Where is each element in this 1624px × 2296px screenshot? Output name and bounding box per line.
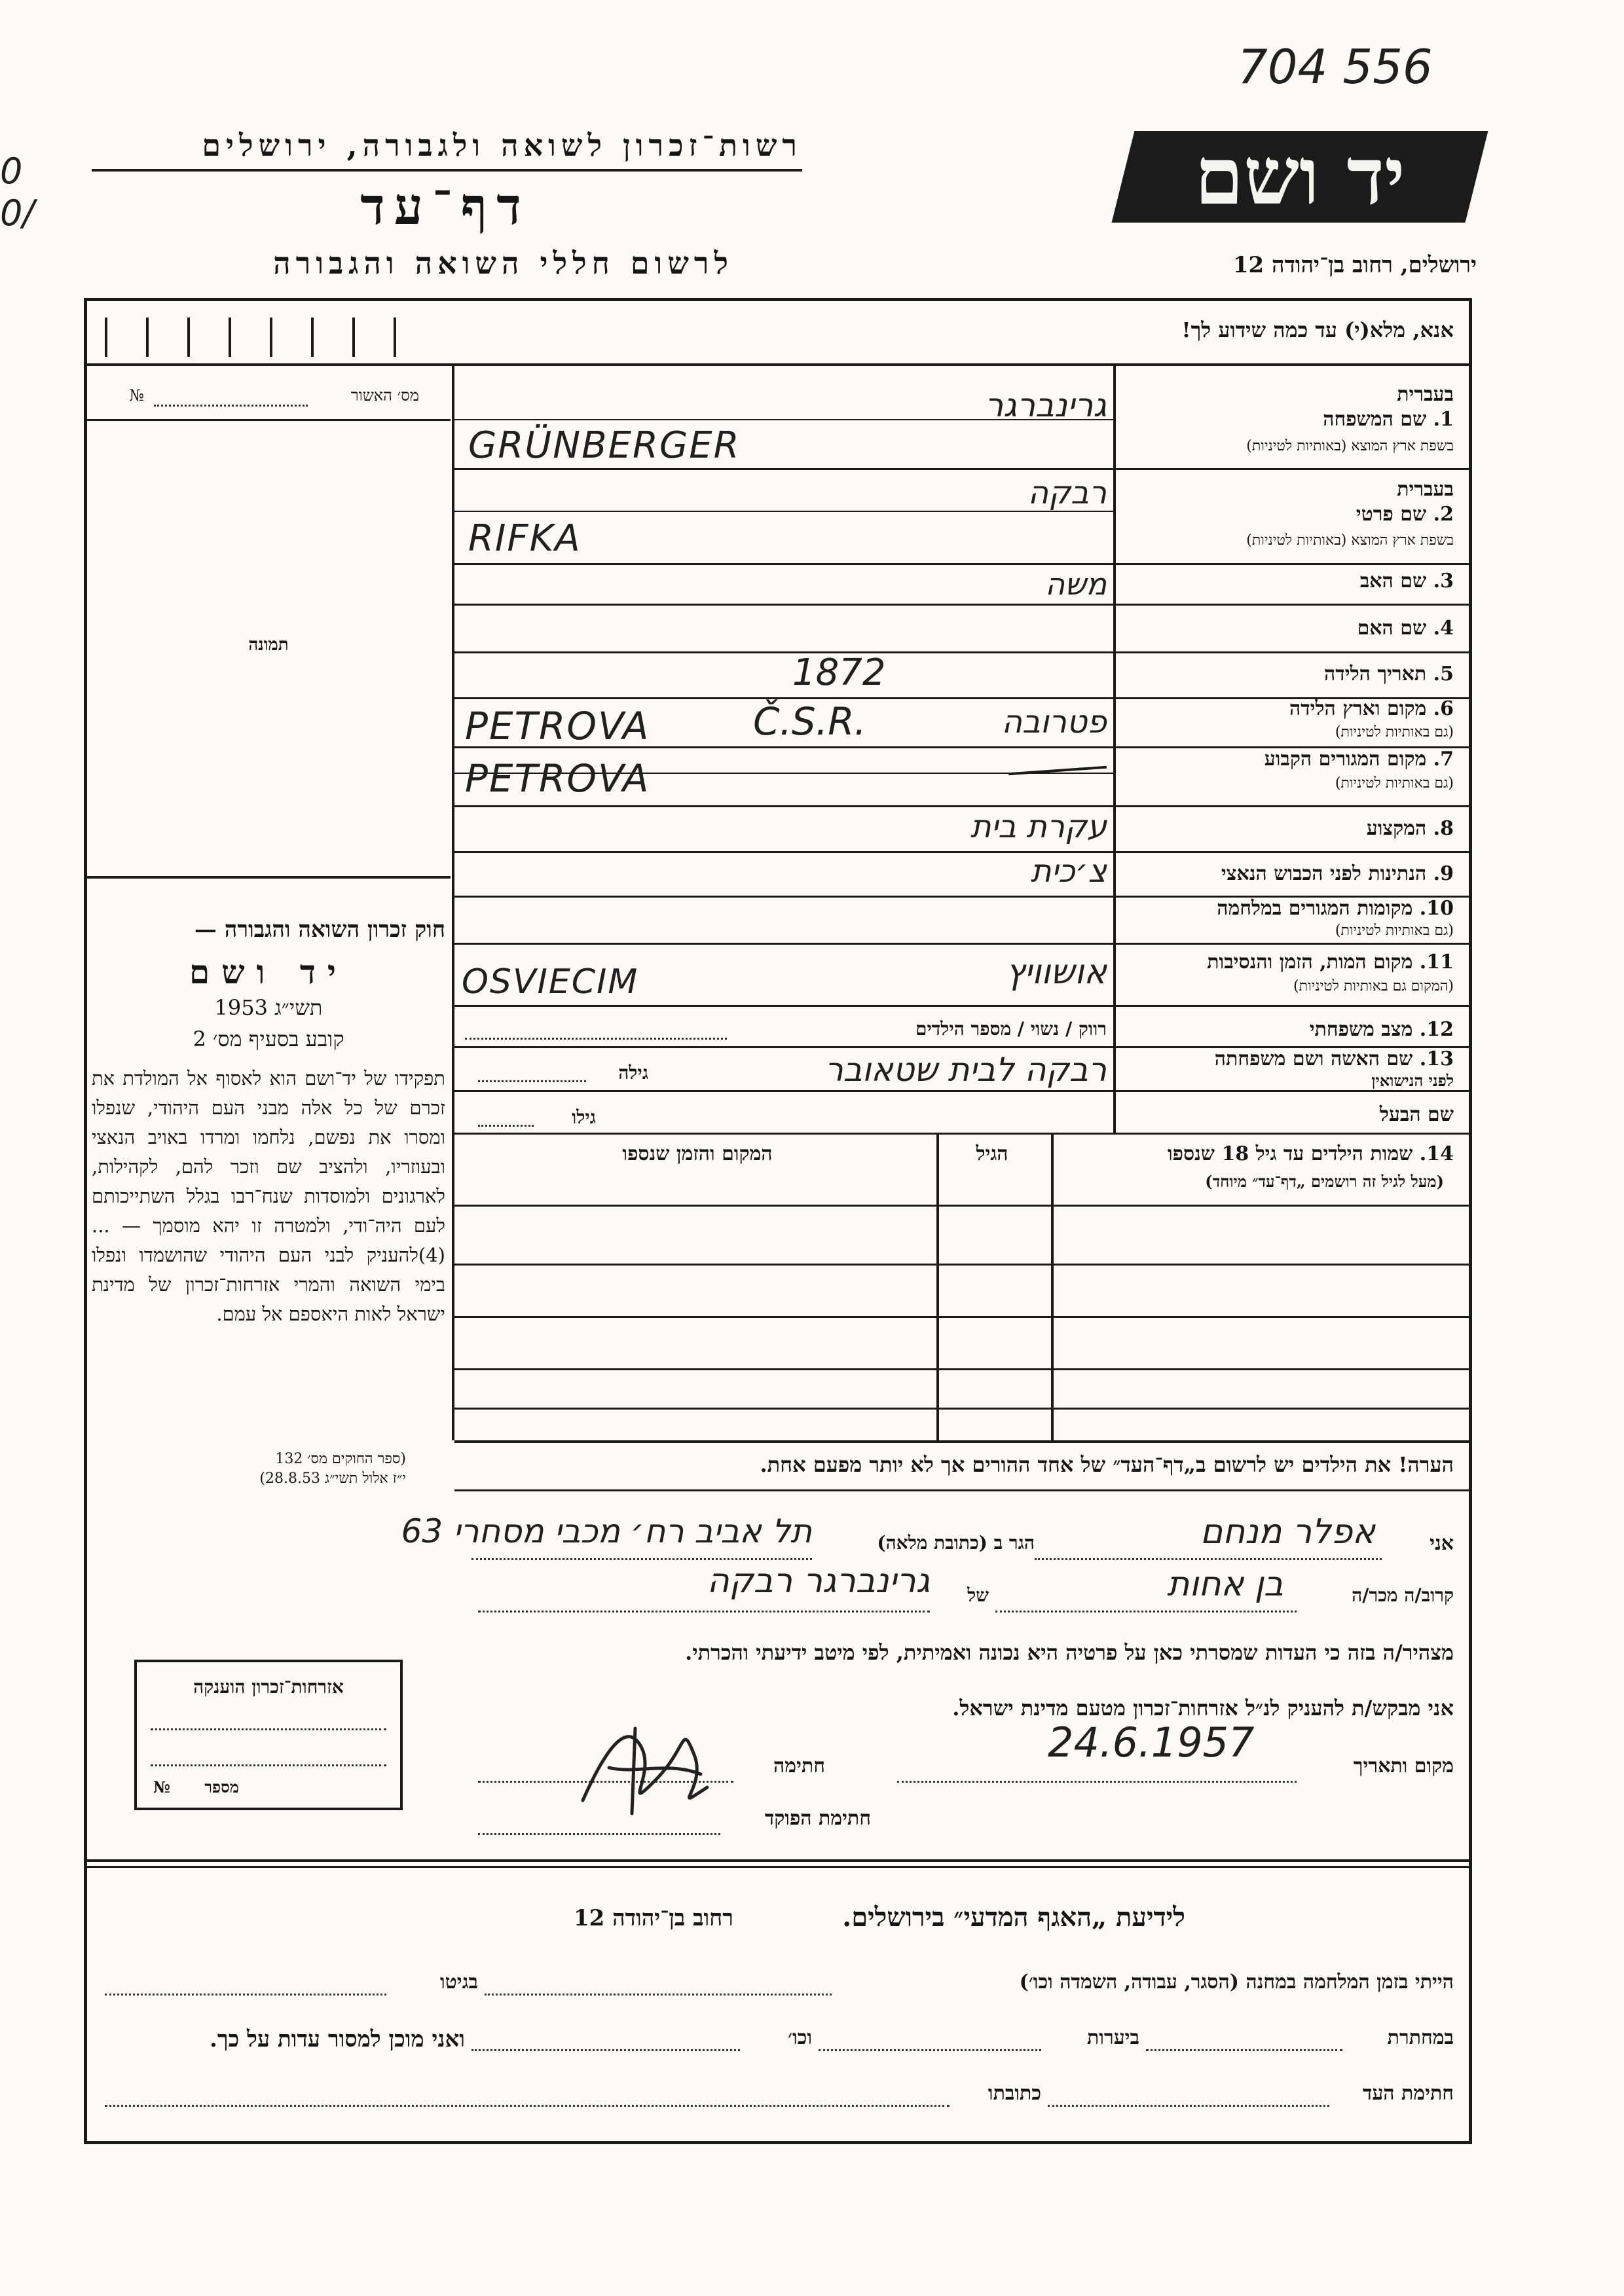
citizenship-number-label: מספר	[204, 1777, 239, 1796]
decl-signature-label: חתימה	[773, 1755, 825, 1777]
f13-value[interactable]: רבקה לבית שטאובר	[824, 1051, 1107, 1089]
children-row-3	[454, 1316, 1472, 1318]
f7-label: 7. מקום המגורים הקבוע	[1264, 748, 1454, 771]
margin-mark: 0 0/	[0, 151, 35, 234]
row-sep-7	[454, 805, 1472, 807]
photo-column-divider	[452, 363, 454, 1440]
citizenship-no-symbol: №	[153, 1777, 170, 1796]
f11-label: 11. מקום המות, הזמן והנסיבות	[1207, 951, 1454, 974]
decl-i-label: אני	[1430, 1532, 1454, 1555]
f6-hebrew-value[interactable]: פטרובה	[1001, 704, 1107, 740]
husband-age-line	[478, 1125, 534, 1127]
row-sep-2	[454, 563, 1472, 565]
husband-label: שם הבעל	[1379, 1103, 1454, 1126]
decl-relation-value[interactable]: בן אחות	[1167, 1565, 1283, 1604]
f14-col-age: הגיל	[976, 1142, 1008, 1165]
citizenship-box-title: אזרחות־זכרון הוענקה	[193, 1676, 344, 1698]
bottom-line1-ghetto	[105, 1994, 386, 1995]
decl-of-label: של	[967, 1584, 989, 1606]
decl-place-date-line	[897, 1781, 1297, 1783]
yad-vashem-logo: יד ושם	[1112, 131, 1488, 223]
authority-underline	[92, 169, 802, 172]
row-sep-3	[454, 604, 1472, 606]
f9-label: 9. הנתינות לפני הכבוש הנאצי	[1221, 862, 1454, 885]
f5-value[interactable]: 1872	[792, 651, 886, 694]
f11-sub: (המקום גם באותיות לטיניות)	[1293, 978, 1454, 994]
law-clause: קובע בסעיף מס׳ 2	[193, 1027, 344, 1051]
law-title: חוק זכרון השואה והגבורה —	[194, 917, 445, 943]
bottom-line2-c: וכו׳	[788, 2026, 812, 2049]
decl-lives-label: הגר ב (כתובת מלאה)	[877, 1532, 1035, 1554]
bottom-line2-a: במחתרת	[1387, 2026, 1454, 2049]
row-sep-14	[454, 1133, 1472, 1135]
bottom-line2-b: ביערות	[1086, 2026, 1139, 2049]
intro-text: אנא, מלא(י) עד כמה שידוע לך!	[1181, 318, 1454, 342]
f11-latin-value[interactable]: OSVIECIM	[462, 962, 639, 1002]
f14-sub: (מעל לגיל זה רושמים „דף־עד״ מיוחד)	[1205, 1172, 1444, 1191]
decl-place-date-label: מקום ותאריך	[1353, 1755, 1454, 1777]
f9-value[interactable]: צ׳כית	[1030, 853, 1107, 890]
law-name: יד ושם	[189, 953, 348, 991]
f6-label: 6. מקום וארץ הלידה	[1289, 697, 1454, 720]
f10-sub: (גם באותיות לטיניות)	[1335, 922, 1454, 939]
bottom-line3-a: חתימת העד	[1362, 2082, 1454, 2105]
photo-area	[87, 367, 451, 877]
f7-latin-value[interactable]: PETROVA	[465, 756, 650, 801]
f14-label: 14. שמות הילדים עד גיל 18 שנספו	[1167, 1142, 1454, 1165]
decl-i-line	[1035, 1558, 1382, 1560]
row-sep-11	[454, 1005, 1472, 1007]
f12-options: רווק / נשוי / מספר הילדים	[915, 1018, 1107, 1040]
f1-hebrew-tag: בעברית	[1397, 383, 1454, 406]
archive-number: 704 556	[1238, 39, 1433, 94]
law-source-1: (ספר החוקים מס׳ 132	[275, 1451, 406, 1467]
children-row-5	[454, 1408, 1472, 1410]
authority-name: רשות־זכרון לשואה ולגבורה, ירושלים	[202, 128, 802, 163]
f2-sub: בשפת ארץ המוצא (באותיות לטיניות)	[1246, 532, 1454, 549]
children-row-1	[454, 1205, 1472, 1207]
approval-underline	[87, 419, 451, 421]
decl-relation-line	[995, 1611, 1297, 1613]
f2-hebrew-value[interactable]: רבקה	[1027, 475, 1107, 511]
f5-label: 5. תאריך הלידה	[1324, 663, 1454, 685]
bottom-divider-2	[84, 1866, 1472, 1868]
bottom-address: רחוב בן־יהודה 12	[573, 1905, 733, 1931]
citizenship-line-2	[151, 1764, 386, 1766]
note-text: הערה! את הילדים יש לרשום ב„דף־העד״ של אחד ההורים אך לא יותר מפעם אחת.	[760, 1452, 1454, 1477]
photo-bottom	[87, 876, 451, 879]
husband-age-label: גילו	[572, 1106, 596, 1128]
bottom-line2-forests	[819, 2049, 1041, 2051]
decl-officer-label: חתימת הפוקד	[764, 1807, 871, 1830]
f4-label: 4. שם האם	[1357, 617, 1454, 640]
bottom-line2-etc	[471, 2049, 740, 2051]
f13-age-label: גילה	[618, 1062, 648, 1084]
bottom-line3-signature	[1048, 2105, 1329, 2107]
f7-sub: (גם באותיות לטיניות)	[1335, 775, 1454, 792]
f3-value[interactable]: משה	[1045, 566, 1107, 602]
law-source-2: י״ז אלול תשי״ג 28.8.53)	[259, 1470, 406, 1487]
decl-of-value[interactable]: גרינברגר רבקה	[707, 1561, 930, 1601]
f11-hebrew-value[interactable]: אושוויץ	[1006, 953, 1107, 992]
bottom-line1-b: בגיטו	[439, 1971, 478, 1994]
f3-label: 3. שם האב	[1359, 570, 1454, 592]
bottom-line3-address	[105, 2105, 950, 2107]
f6-country-value[interactable]: Č.S.R.	[753, 699, 866, 744]
decl-address-value[interactable]: תל אביב רח׳ מכבי מסחרי 63	[401, 1512, 812, 1550]
f6-latin-value[interactable]: PETROVA	[465, 704, 650, 748]
bottom-line2-d: ואני מוכן למסור עדות על כך.	[210, 2026, 465, 2052]
bottom-line2-underground	[1146, 2049, 1342, 2051]
bottom-line1-a: הייתי בזמן המלחמה במחנה (הסגר, עבודה, השמדה וכו׳)	[1019, 1971, 1454, 1994]
f8-value[interactable]: עקרת בית	[970, 809, 1107, 845]
decl-statement: מצהיר/ה בזה כי העדות שמסרתי כאן על פרטיה היא נכונה ואמיתית, לפי מיטב ידיעתי והכרתי.	[685, 1640, 1454, 1665]
note-bottom	[454, 1489, 1472, 1491]
f1-label: 1. שם המשפחה	[1323, 408, 1454, 431]
f10-label: 10. מקומות המגורים במלחמה	[1217, 897, 1454, 920]
row-sep-1	[454, 468, 1472, 470]
row-sep-4	[454, 651, 1472, 653]
decl-request: אני מבקש/ת להעניק לנ״ל אזרחות־זכרון מטעם מדינת ישראל.	[952, 1696, 1454, 1721]
f1-hebrew-value[interactable]: גרינברגר	[985, 386, 1107, 424]
bottom-divider-1	[84, 1859, 1472, 1862]
children-col-2	[936, 1133, 939, 1440]
approval-no-symbol: №	[129, 386, 144, 405]
bottom-line3-b: כתובתו	[987, 2082, 1041, 2105]
form-subtitle: לרשום חללי השואה והגבורה	[273, 246, 733, 281]
bottom-heading: לידיעת „האגף המדעי״ בירושלים.	[842, 1902, 1185, 1933]
checkbox-strip	[105, 318, 432, 357]
photo-label: תמונה	[248, 635, 289, 655]
decl-i-value[interactable]: אפלר מנחם	[1200, 1512, 1375, 1552]
children-row-2	[454, 1264, 1472, 1266]
f13-label: 13. שם האשה ושם משפחתה	[1214, 1048, 1454, 1070]
law-year: תשי״ג 1953	[214, 995, 323, 1020]
f12-children-line	[465, 1038, 727, 1040]
decl-officer-line	[478, 1833, 720, 1835]
decl-place-date-value[interactable]: 24.6.1957	[1048, 1719, 1255, 1766]
f12-label: 12. מצב משפחתי	[1309, 1018, 1454, 1041]
row-sep-10	[454, 943, 1472, 945]
law-body: תפקידו של יד־ושם הוא לאסוף אל המולדת את זכרם של כל אלה מבני העם היהודי, שנפלו ומסרו את נפשם, נלחמו ומרדו באויב הנאצי ובעוזריו, ולהציב שם וזכר להם, לקהילות, לארגונים ולמוסדות שנח־רבו בגלל השתייכותם לעם היה־ודי, ולמטרה זו יהא מוסמך — ...(4)להעניק לבני העם היהודי שהושמדו ונפלו בימי השואה והמרי אזרחות־זכרון של מדינת ישראל לאות היאספם אל עמם.	[92, 1067, 445, 1325]
f14-col-place: המקום והזמן שנספו	[622, 1142, 773, 1165]
f2-latin-value[interactable]: RIFKA	[468, 517, 581, 560]
bottom-line1-camp	[485, 1994, 832, 1995]
f1-latin-value[interactable]: GRÜNBERGER	[468, 424, 741, 467]
decl-of-line	[478, 1611, 930, 1613]
intro-row-bottom	[84, 363, 1472, 366]
children-col-1	[1051, 1133, 1054, 1440]
note-top	[454, 1440, 1472, 1443]
signature-scribble	[570, 1702, 727, 1827]
approval-label: מס׳ האשור	[350, 386, 419, 405]
decl-relative-label: קרוב/ה מכר/ה	[1352, 1584, 1454, 1606]
children-row-4	[454, 1368, 1472, 1370]
f1-sub: בשפת ארץ המוצא (באותיות לטיניות)	[1246, 438, 1454, 454]
f8-label: 8. המקצוע	[1366, 817, 1454, 840]
approval-number-line	[154, 405, 308, 407]
form-title: דף־עד	[360, 177, 530, 236]
citizenship-line-1	[151, 1728, 386, 1730]
f2-label: 2. שם פרטי	[1356, 503, 1454, 526]
f6-sub: (גם באותיות לטיניות)	[1335, 724, 1454, 740]
f2-hebrew-tag: בעברית	[1397, 478, 1454, 501]
header-address: ירושלים, רחוב בן־יהודה 12	[1232, 252, 1477, 278]
f13-age-line	[478, 1080, 586, 1082]
decl-address-line	[471, 1558, 812, 1560]
f13-sub: לפני הנישואין	[1371, 1071, 1454, 1090]
